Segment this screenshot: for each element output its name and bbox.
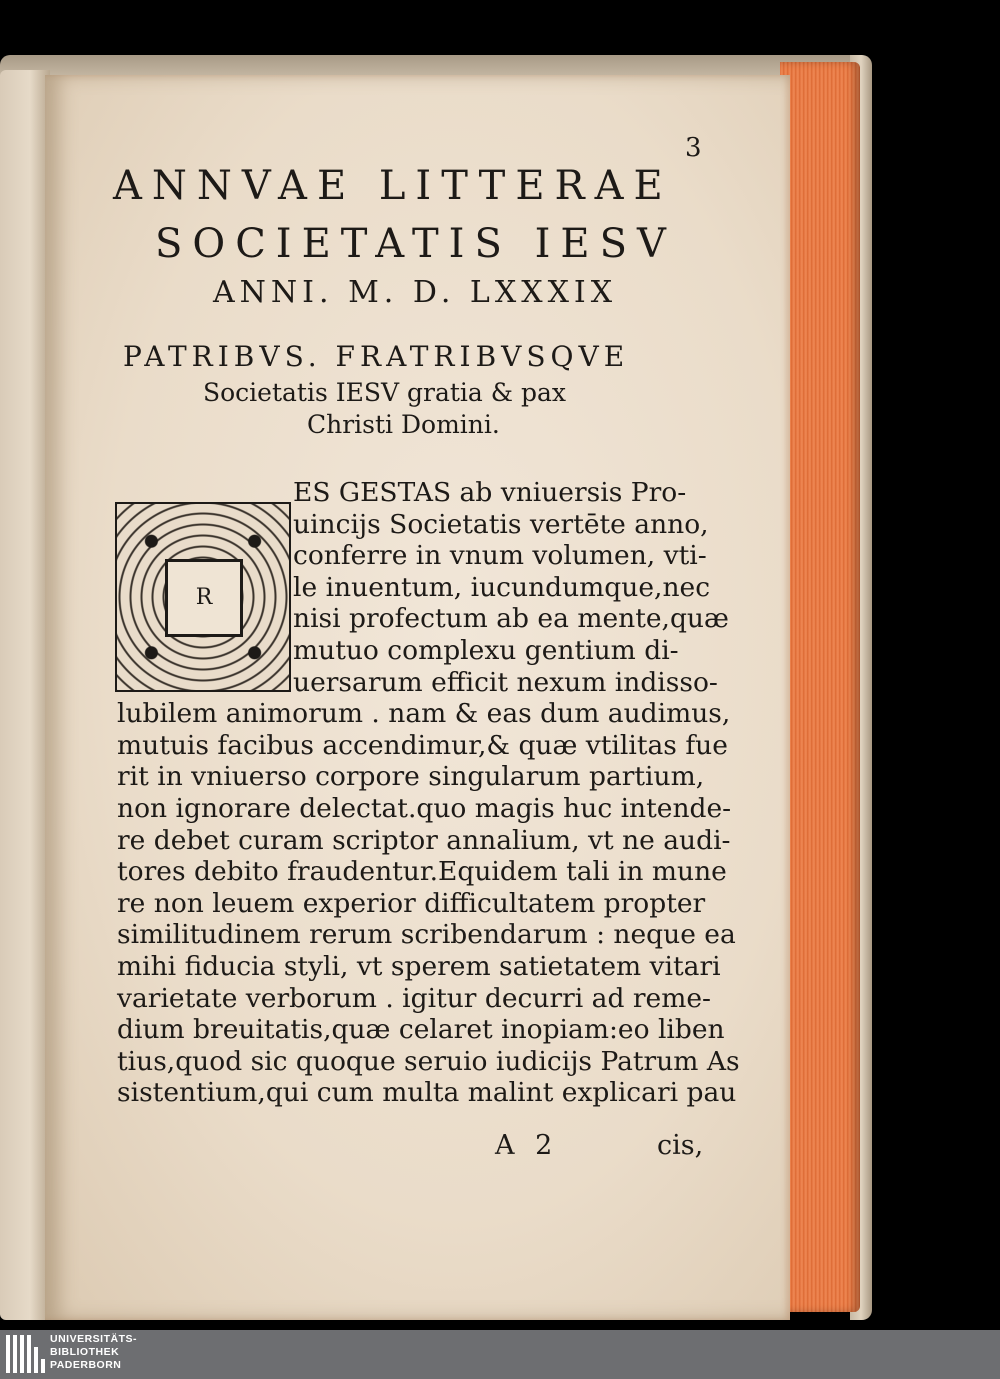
body-line: rit in vniuerso corpore singularum partium, xyxy=(117,761,705,793)
body-line: uersarum efficit nexum indisso- xyxy=(293,666,718,698)
body-line: nisi profectum ab ea mente,quæ xyxy=(293,603,729,635)
signature-mark: A 2 xyxy=(495,1130,559,1161)
greeting-line-2: Societatis IESV gratia & pax xyxy=(203,378,566,407)
page-fore-edge xyxy=(780,62,860,1312)
body-line: non ignorare delectat.quo magis huc intende- xyxy=(117,793,732,824)
greeting-line-1: PATRIBVS. FRATRIBVSQVE xyxy=(123,340,630,373)
body-line: ES GESTAS ab vniuersis Pro- xyxy=(293,477,687,508)
body-line: conferre in vnum volumen, vti- xyxy=(293,540,707,572)
decorated-initial-frame xyxy=(165,559,243,637)
logo-line-3: PADERBORN xyxy=(50,1359,122,1371)
body-line: tores debito fraudentur.Equidem tali in mune xyxy=(117,856,727,888)
body-line: tius,quod sic quoque seruio iudicijs Patrum As xyxy=(117,1045,740,1077)
body-line: varietate verborum . igitur decurri ad reme- xyxy=(117,982,711,1014)
initial-letter: R xyxy=(195,585,213,610)
logo-line-2: BIBLIOTHEK xyxy=(50,1346,120,1358)
body-line: mutuo complexu gentium di- xyxy=(293,635,679,666)
page-number: 3 xyxy=(685,133,702,163)
printed-page xyxy=(45,75,790,1320)
body-line: similitudinem rerum scribendarum : neque ea xyxy=(117,919,736,951)
body-line: dium breuitatis,quæ celaret inopiam:eo liben xyxy=(117,1014,725,1046)
decorated-initial xyxy=(115,502,291,692)
catchword: cis, xyxy=(657,1130,704,1161)
body-line: le inuentum, iucundumque,nec xyxy=(293,571,711,603)
body-line: re debet curam scriptor annalium, vt ne audi- xyxy=(117,824,731,856)
body-line: uincijs Societatis vertēte anno, xyxy=(293,508,709,540)
body-line: mutuis facibus accendimur,& quæ vtilitas fue xyxy=(117,729,728,761)
body-line: mihi fiducia styli, vt sperem satietatem vitari xyxy=(117,951,721,982)
body-line: lubilem animorum . nam & eas dum audimus, xyxy=(117,698,731,730)
logo-line-1: UNIVERSITÄTS- xyxy=(50,1333,138,1345)
title-line-3: ANNI. M. D. LXXXIX xyxy=(213,275,618,310)
body-line: re non leuem experior difficultatem propter xyxy=(117,887,706,919)
title-line-2: SOCIETATIS IESV xyxy=(155,221,676,267)
library-logo-icon xyxy=(6,1335,44,1373)
library-logo-text xyxy=(50,1333,137,1372)
body-line: sistentium,qui cum multa malint explicari pau xyxy=(117,1077,737,1109)
left-page-edge xyxy=(0,70,50,1320)
greeting-line-3: Christi Domini. xyxy=(307,410,500,439)
title-line-1: ANNVAE LITTERAE xyxy=(113,163,673,209)
library-footer-bar xyxy=(0,1330,1000,1379)
